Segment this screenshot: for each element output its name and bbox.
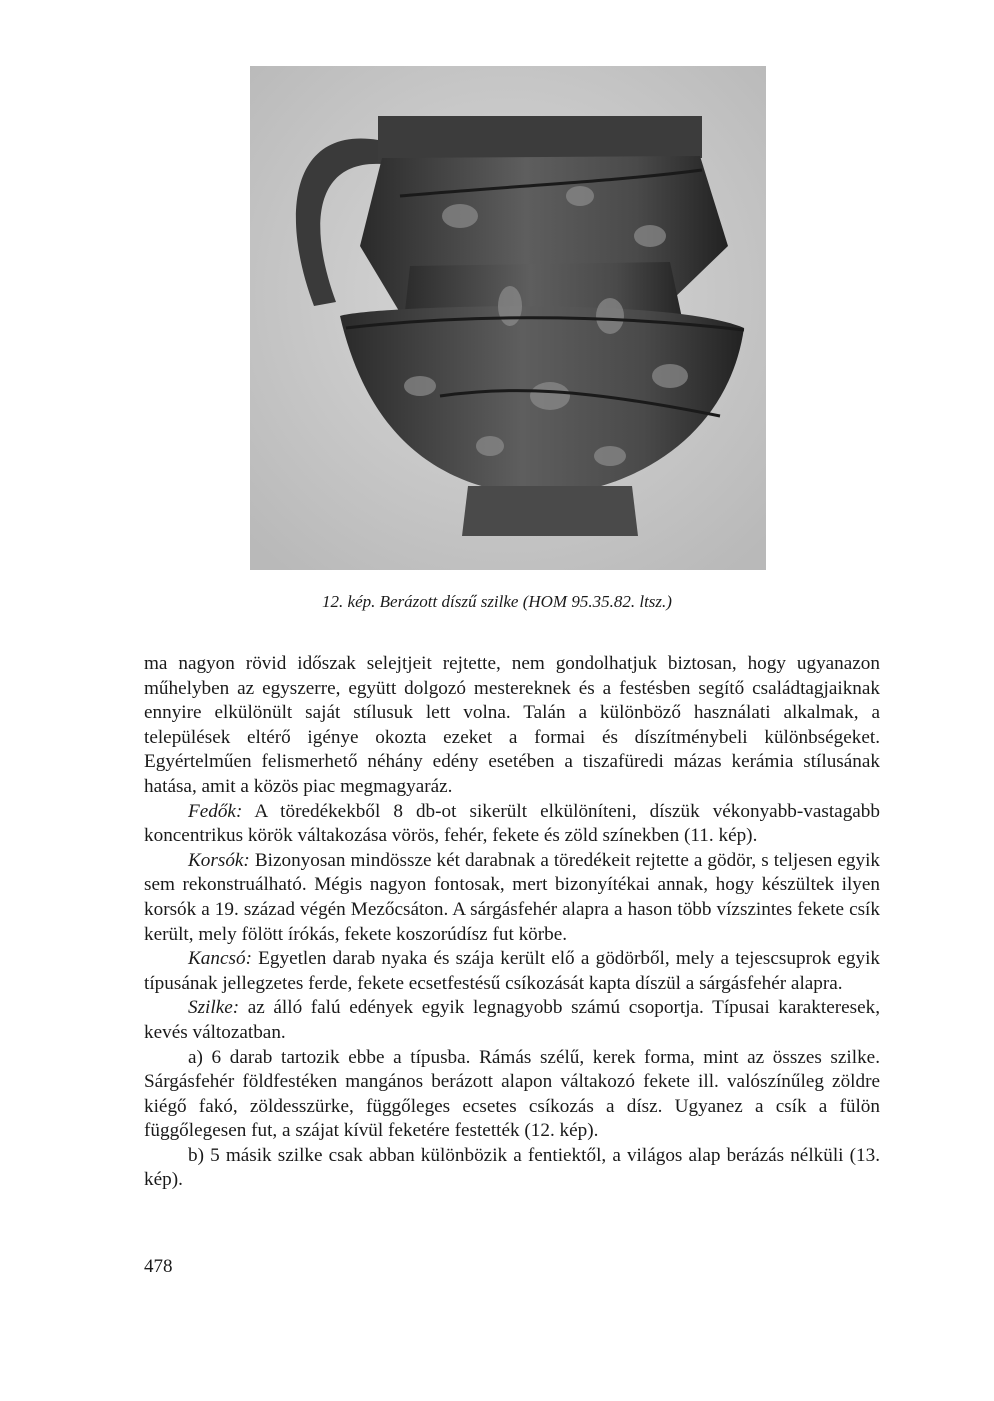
paragraph-szilke [144, 996, 880, 1045]
paragraph-lead: Kancsó: [188, 948, 252, 970]
paragraph-continuation [144, 652, 880, 800]
article-body [144, 652, 880, 1193]
paragraph-text: ma nagyon rövid időszak selejtjeit rejtette, nem gondolhatjuk biztosan, hogy ugyanazon műhelyben az egyszerre, együtt dolgozó mestereknek és a festésben segítő családtagjaiknak ennyire elkülönült saját stílusuk lett volna. Talán a különböző használati alkalmak, a települések eltérő igénye okozta ezeket a formai és díszítménybeli különbségeket. Egyértelműen felismerhető néhány edény esetében a tiszafüredi mázas kerámia stílusának hatása, amit a közös piac megmagyaráz. [144, 653, 880, 797]
paragraph-text: az álló falú edények egyik legnagyobb számú csoportja. Típusai karakteresek, kevés változatban. [144, 997, 880, 1043]
paragraph-type-b [144, 1144, 880, 1193]
paragraph-fedok [144, 800, 880, 849]
paragraph-text: Bizonyosan mindössze két darabnak a töredékeit rejtette a gödör, s teljesen egyik sem rekonstruálható. Mégis nagyon fontosak, mert bizonyítékai annak, hogy készültek ilyen korsók a 19. század végén Mezőcsáton. A sárgásfehér alapra a hason több vízszintes fekete csík került, mely fölött írókás, fekete koszorúdísz fut körbe. [144, 849, 880, 945]
paragraph-text: a) 6 darab tartozik ebbe a típusba. Rámás szélű, kerek forma, mint az összes szilke. Sárgásfehér földfestéken mangános berázott alapon váltakozó fekete ill. valószínűleg zöldre kiégő fakó, zöldesszürke, függőleges ecsetes csíkozás a dísz. Ugyanez a csík a fülön függőlegesen fut, a szájat kívül feketére festették (12. kép). [144, 1046, 880, 1142]
paragraph-text: Egyetlen darab nyaka és szája került elő a gödörből, mely a tejescsuprok egyik típusának jellegzetes ferde, fekete ecsetfestésű csíkozását kapta díszül a sárgásfehér alapra. [144, 948, 880, 994]
page-number: 478 [144, 1256, 173, 1277]
pottery-photograph [250, 66, 766, 570]
paragraph-lead: Szilke: [188, 997, 240, 1019]
paragraph-korsok [144, 849, 880, 947]
paragraph-text: A töredékekből 8 db-ot sikerült elkülöníteni, díszük vékonyabb-vastagabb koncentrikus körök váltakozása vörös, fehér, fekete és zöld színekben (11. kép). [144, 800, 880, 847]
paragraph-kancso [144, 947, 880, 996]
paragraph-text: b) 5 másik szilke csak abban különbözik a fentiektől, a világos alap berázás nélküli (13. kép). [144, 1144, 880, 1191]
paragraph-lead: Fedők: [188, 800, 243, 822]
paragraph-type-a [144, 1046, 880, 1144]
figure-caption: 12. kép. Berázott díszű szilke (HOM 95.35.82. ltsz.) [322, 592, 672, 611]
paragraph-lead: Korsók: [188, 849, 250, 871]
